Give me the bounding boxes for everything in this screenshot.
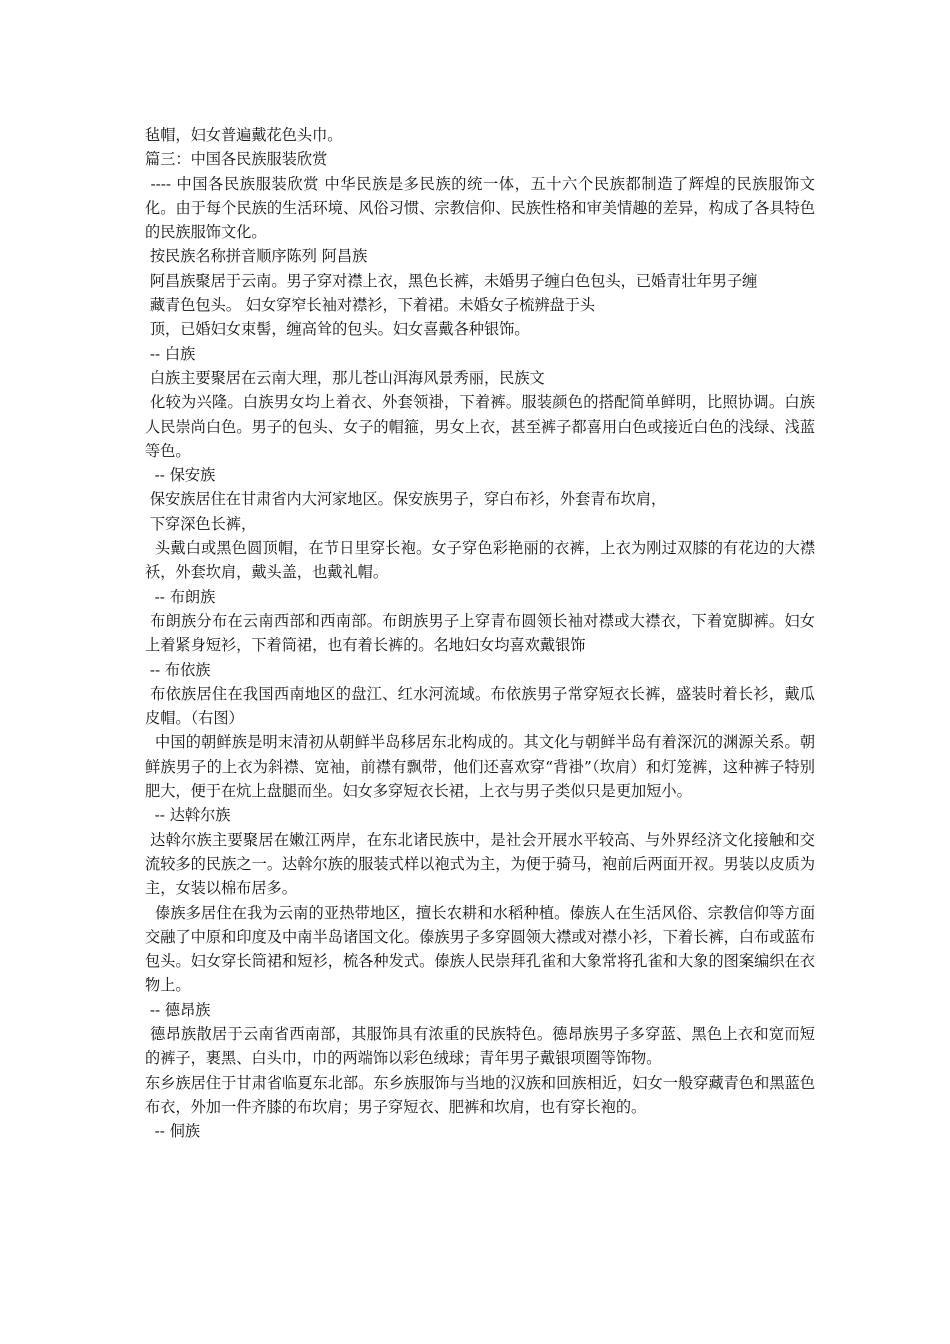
text-paragraph: 傣族多居住在我为云南的亚热带地区，擅长农耕和水稻种植。傣族人在生活风俗、宗教信仰等方面交融了中原和印度及中南半岛诸国文化。傣族男子多穿圆领大襟或对襟小衫，下着长裤，白布或蓝布包头。妇女穿长筒裙和短衫，梳各种发式。傣族人民崇拜孔雀和大象常将孔雀和大象的图案编织在衣物上。 [145, 903, 816, 995]
text-line: 下穿深色长裤， [145, 514, 257, 533]
text-paragraph: 中国的朝鲜族是明末清初从朝鲜半岛移居东北构成的。其文化与朝鲜半岛有着深沉的渊源关系。朝鲜族男子的上衣为斜襟、宽袖，前襟有飘带，他们还喜欢穿“背褂”（坎肩）和灯笼裤，这种裤子特别肥大，便于在炕上盘腿而坐。妇女多穿短衣长裙，上衣与男子类似只是更加短小。 [145, 733, 816, 801]
ethnic-group-heading: -- 布朗族 [145, 587, 216, 606]
text-paragraph: 达斡尔族主要聚居在嫩江两岸，在东北诸民族中，是社会开展水平较高、与外界经济文化接触和交流较多的民族之一。达斡尔族的服装式样以袍式为主，为便于骑马，袍前后两面开衩。男装以皮质为主，女装以棉布居多。 [145, 830, 815, 898]
ethnic-group-heading: -- 达斡尔族 [145, 806, 231, 825]
text-line: 保安族居住在甘肃省内大河家地区。保安族男子，穿白布衫，外套青布坎肩， [145, 490, 667, 509]
text-line: 顶，已婚妇女束髻，缠高耸的包头。妇女喜戴各种银饰。 [145, 320, 530, 339]
text-paragraph: 头戴白或黑色圆顶帽，在节日里穿长袍。女子穿色彩艳丽的衣裤，上衣为刚过双膝的有花边的大襟袄，外套坎肩，戴头盖，也戴礼帽。 [145, 539, 816, 582]
document-body [145, 123, 815, 1143]
text-paragraph: 德昂族散居于云南省西南部，其服饰具有浓重的民族特色。德昂族男子多穿蓝、黑色上衣和宽而短的裤子，裹黑、白头巾，巾的两端饰以彩色绒球；青年男子戴银项圈等饰物。 [145, 1024, 815, 1068]
text-paragraph: 东乡族居住于甘肃省临夏东北部。东乡族服饰与当地的汉族和回族相近，妇女一般穿藏青色和黑蓝色布衣，外加一件齐膝的布坎肩；男子穿短衣、肥裤和坎肩，也有穿长袍的。 [145, 1073, 815, 1116]
ethnic-group-heading: -- 德昂族 [145, 1000, 211, 1019]
text-paragraph: 布朗族分布在云南西部和西南部。布朗族男子上穿青布圆领长袖对襟或大襟衣，下着宽脚裤。妇女上着紧身短衫，下着筒裙，也有着长裤的。名地妇女均喜欢戴银饰 [145, 611, 815, 655]
text-paragraph: 布依族居住在我国西南地区的盘江、红水河流域。布依族男子常穿短衣长裤，盛装时着长衫，戴瓜皮帽。（右图） [145, 684, 815, 728]
ethnic-group-heading: -- 布依族 [145, 660, 211, 679]
text-paragraph: 化较为兴隆。白族男女均上着衣、外套领褂，下着裤。服装颜色的搭配简单鲜明，比照协调。白族人民崇尚白色。男子的包头、女子的帽箍，男女上衣，甚至裤子都喜用白色或接近白色的浅绿、浅蓝等色。 [145, 393, 815, 460]
text-line: 按民族名称拼音顺序陈列 阿昌族 [145, 247, 368, 266]
text-line: 藏青色包头。 妇女穿窄长袖对襟衫，下着裙。未婚女子梳辨盘于头 [145, 296, 596, 315]
ethnic-group-heading: -- 保安族 [145, 466, 216, 485]
text-paragraph: ---- 中国各民族服装欣赏 中华民族是多民族的统一体，五十六个民族都制造了辉煌的民族服饰文化。由于每个民族的生活环境、风俗习惯、宗教信仰、民族性格和审美情趣的差异，构成了各具特色的民族服饰文化。 [145, 174, 815, 242]
section-heading: 篇三：中国各民族服装欣赏 [145, 150, 328, 169]
text-line: 白族主要聚居在云南大理，那儿苍山洱海风景秀丽，民族文 [145, 368, 545, 387]
ethnic-group-heading: -- 侗族 [145, 1122, 201, 1141]
text-line: 毡帽，妇女普遍戴花色头巾。 [145, 126, 343, 144]
text-paragraph: 阿昌族聚居于云南。男子穿对襟上衣，黑色长裤，未婚男子缠白色包头，已婚青壮年男子缠 [145, 271, 758, 290]
ethnic-group-heading: -- 白族 [145, 344, 196, 363]
